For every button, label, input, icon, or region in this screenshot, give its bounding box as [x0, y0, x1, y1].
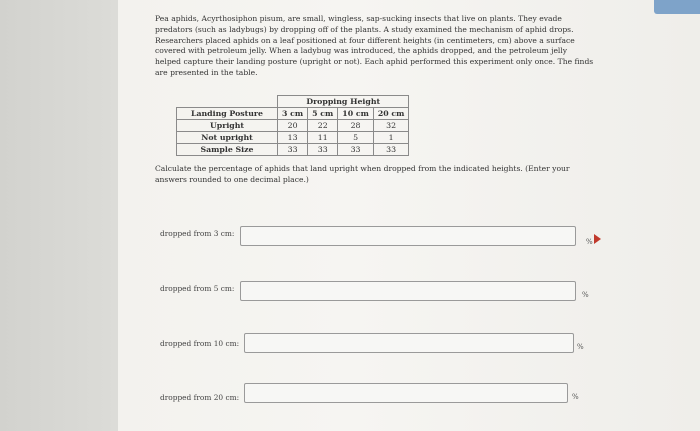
corner-tab	[654, 0, 700, 14]
table-cell: 13	[278, 132, 308, 144]
table-cell: 32	[373, 120, 409, 132]
table-cell: 5	[338, 132, 374, 144]
answer-label-5cm: dropped from 5 cm:	[160, 284, 235, 293]
table-col-header: 20 cm	[373, 108, 409, 120]
row-label: Not upright	[177, 132, 278, 144]
answer-label-20cm: dropped from 20 cm:	[160, 393, 240, 402]
table-cell: 33	[308, 144, 338, 156]
table-col-header: 3 cm	[278, 108, 308, 120]
answer-input-3cm[interactable]	[240, 226, 576, 246]
background-left	[0, 0, 118, 431]
answer-input-10cm[interactable]	[244, 333, 574, 353]
table-row	[177, 120, 409, 132]
table-cell: 33	[338, 144, 374, 156]
answer-label-10cm: dropped from 10 cm:	[160, 339, 240, 348]
answer-input-20cm[interactable]	[244, 383, 568, 403]
answer-input-5cm[interactable]	[240, 281, 576, 301]
table-corner-empty	[177, 96, 278, 108]
percent-unit: %	[577, 343, 584, 351]
table-row	[177, 144, 409, 156]
table-cell: 33	[373, 144, 409, 156]
row-label: Sample Size	[177, 144, 278, 156]
table-cell: 22	[308, 120, 338, 132]
table-row	[177, 132, 409, 144]
question-prompt: Pea aphids, Acyrthosiphon pisum, are small, wingless, sap-sucking insects that live on plants. They evade predators (such as ladybugs) by dropping off of the plants. A study examined the mechanism of aphid drops. Researchers placed aphids on a leaf positioned at four different heights (in centimeters, cm) above a surface covered with petroleum jelly. When a ladybug was introduced, the aphids dropped, and the petroleum jelly helped capture their landing posture (upright or not). Each aphid performed this experiment only once. The finds are presented in the table.	[155, 14, 594, 77]
answer-label-3cm: dropped from 3 cm:	[160, 229, 235, 238]
data-table	[176, 95, 409, 156]
table-cell: 11	[308, 132, 338, 144]
table-cell: 20	[278, 120, 308, 132]
table-group-header: Dropping Height	[278, 96, 409, 108]
table-cell: 33	[278, 144, 308, 156]
table-col-header: 5 cm	[308, 108, 338, 120]
percent-unit: %	[572, 393, 579, 401]
instructions: Calculate the percentage of aphids that land upright when dropped from the indicated heights. (Enter your answers rounded to one decimal place.)	[155, 164, 570, 184]
row-label: Upright	[177, 120, 278, 132]
percent-unit: %	[582, 291, 589, 299]
table-cell: 28	[338, 120, 374, 132]
percent-unit: %	[586, 238, 593, 246]
table-cell: 1	[373, 132, 409, 144]
table-col-header: 10 cm	[338, 108, 374, 120]
warning-arrow-icon	[594, 234, 601, 244]
table-corner-label: Landing Posture	[177, 108, 278, 120]
